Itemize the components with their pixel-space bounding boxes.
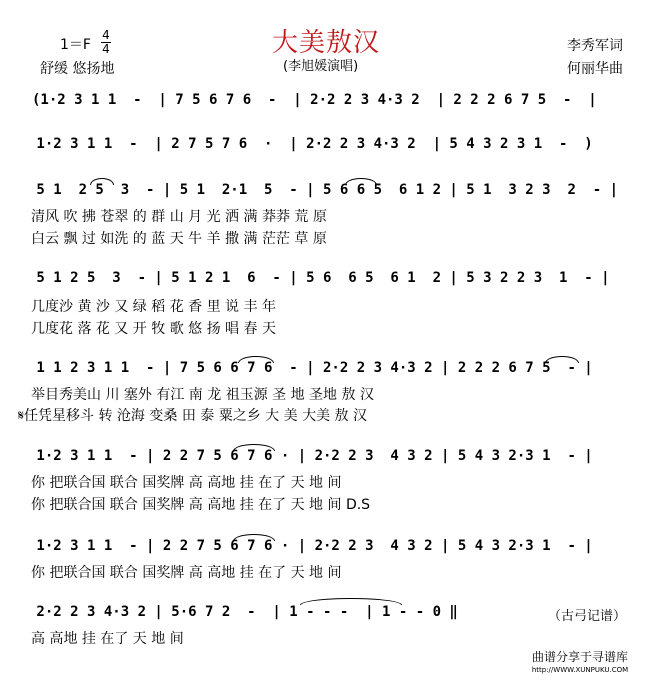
- key-signature: 1＝F: [60, 37, 91, 53]
- score-line-3-lyric-1: 清风 吹 拂 苍翠 的 群 山 月 光 洒 满 莽莽 荒 原: [31, 209, 327, 225]
- score-line-2-notes: 1·2 3 1 1 - | 2 7 5 7 6 · | 2·2 2 3 4·3 2 | 5 4 3 2 3 1 - ): [28, 136, 593, 152]
- slur: [233, 444, 275, 451]
- score-line-5-notes: 1 1 2 3 1 1 - | 7 5 6 6 7 6 - | 2·2 2 3 4·3 2 | 2 2 2 6 7 5 - |: [28, 360, 593, 376]
- lyricist-credit: 李秀军词: [567, 38, 623, 54]
- score-line-7-notes: 1·2 3 1 1 - | 2 2 7 5 6 7 6 · | 2·2 2 3 4 3 2 | 5 4 3 2·3 1 - |: [28, 538, 593, 554]
- site-url: http://WWW.XUNPUKU.COM: [531, 666, 629, 674]
- score-line-5-lyric-2: 𝄋任凭星移斗 转 沧海 变桑 田 泰 粟之乡 大 美 大美 敖 汉: [18, 408, 367, 424]
- tie: [300, 598, 402, 605]
- slur: [90, 178, 114, 185]
- slur: [233, 534, 275, 541]
- song-title: 大美敖汉: [272, 28, 381, 58]
- site-watermark: [520, 651, 640, 677]
- slur: [238, 356, 274, 363]
- score-line-6-lyric-1: 你 把联合国 联合 国奖牌 高 高地 挂 在了 天 地 间: [31, 475, 342, 491]
- tempo-marking: 舒缓 悠扬地: [40, 61, 115, 77]
- score-line-4-lyric-2: 几度花 落 花 又 开 牧 歌 悠 扬 唱 春 天: [31, 321, 276, 337]
- score-line-7-lyric-1: 你 把联合国 联合 国奖牌 高 高地 挂 在了 天 地 间: [31, 565, 342, 581]
- score-line-4-notes: 5 1 2 5 3 - | 5 1 2 1 6 - | 5 6 6 5 6 1 2 | 5 3 2 2 3 1 - |: [28, 270, 610, 286]
- score-line-4-lyric-1: 几度沙 黄 沙 又 绿 稻 花 香 里 说 丰 年: [31, 299, 276, 315]
- score-line-8-notes: 2·2 2 3 4·3 2 | 5·6 7 2 - | 1 - - - | 1 - - 0 ‖: [28, 604, 458, 620]
- score-line-5-lyric-1: 举目秀美山 川 塞外 有江 南 龙 祖玉源 圣 地 圣地 敖 汉: [31, 387, 374, 403]
- score-line-1-notes: (1·2 3 1 1 - | 7 5 6 7 6 - | 2·2 2 3 4·3 2 | 2 2 2 6 7 5 - |: [32, 92, 597, 108]
- transcriber-note: （古弓记谱）: [548, 609, 627, 624]
- slur: [345, 178, 377, 185]
- composer-credit: 何丽华曲: [567, 61, 623, 77]
- time-signature: [101, 30, 111, 55]
- score-line-3-notes: 5 1 2 5 3 - | 5 1 2·1 5 - | 5 6 6 5 6 1 2 | 5 1 3 2 3 2 - |: [28, 182, 619, 198]
- site-name: 曲谱分享于寻谱库: [531, 650, 628, 664]
- score-line-6-lyric-2: 你 把联合国 联合 国奖牌 高 高地 挂 在了 天 地 间 D.S: [31, 497, 371, 513]
- time-signature-top: 4: [102, 28, 110, 42]
- score-line-8-lyric-1: 高 高地 挂 在了 天 地 间: [31, 631, 184, 647]
- slur: [545, 356, 579, 363]
- singer-credit: (李旭媛演唱): [283, 59, 359, 74]
- time-signature-bottom: 4: [102, 42, 110, 56]
- score-line-6-notes: 1·2 3 1 1 - | 2 2 7 5 6 7 6 · | 2·2 2 3 4 3 2 | 5 4 3 2·3 1 - |: [28, 448, 593, 464]
- score-line-3-lyric-2: 白云 飘 过 如洗 的 蓝 天 牛 羊 撒 满 茫茫 草 原: [31, 231, 327, 247]
